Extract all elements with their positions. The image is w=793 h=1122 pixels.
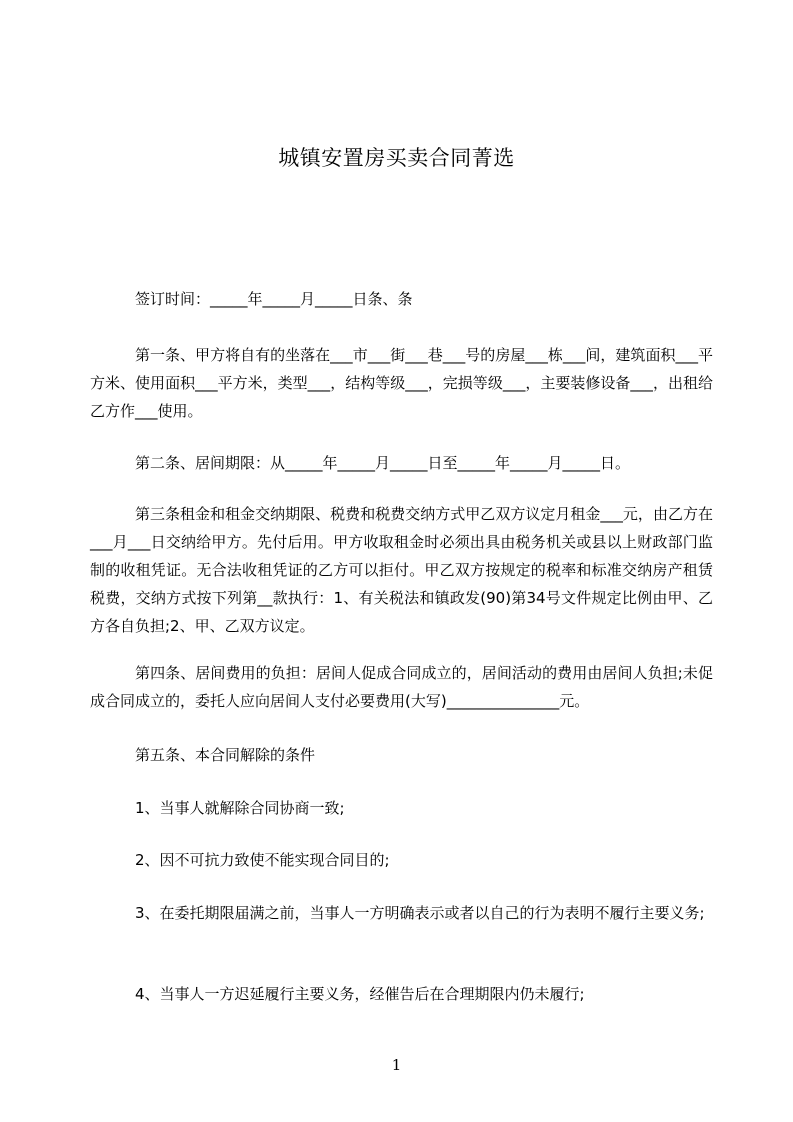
termination-condition-4: 4、当事人一方迟延履行主要义务，经催告后在合理期限内仍未履行; bbox=[135, 985, 585, 1003]
document-title: 城镇安置房买卖合同菁选 bbox=[278, 146, 515, 170]
termination-condition-2: 2、因不可抗力致使不能实现合同目的; bbox=[135, 851, 390, 869]
article-3-paragraph: 第三条租金和租金交纳期限、税费和税费交纳方式甲乙双方议定月租金___元，由乙方在___月___日交纳给甲方。先付后用。甲方收取租金时必须出具由税务机关或县以上财政部门监制的收租凭证。无合法收租凭证的乙方可以拒付。甲乙双方按规定的税率和标准交纳房产租赁税费，交纳方式按下列第__款执行：1、有关税法和镇政发(90)第34号文件规定比例由甲、乙方各自负担;2、甲、乙双方议定。 bbox=[90, 505, 713, 635]
signing-date-paragraph: 签订时间：_____年_____月_____日条、条 bbox=[135, 290, 413, 308]
article-2-paragraph: 第二条、居间期限：从_____年_____月_____日至_____年_____月_____日。 bbox=[135, 454, 631, 472]
article-4-paragraph: 第四条、居间费用的负担：居间人促成合同成立的，居间活动的费用由居间人负担;未促成合同成立的，委托人应向居间人支付必要费用(大写)_______________元。 bbox=[90, 664, 713, 710]
article-5-heading: 第五条、本合同解除的条件 bbox=[135, 746, 316, 764]
page-number: 1 bbox=[391, 1056, 402, 1074]
article-1-paragraph: 第一条、甲方将自有的坐落在___市___街___巷___号的房屋___栋___间，建筑面积___平方米、使用面积___平方米，类型___，结构等级___，完损等级___，主要装修设备___，出租给乙方作___使用。 bbox=[90, 346, 713, 420]
termination-condition-3: 3、在委托期限届满之前，当事人一方明确表示或者以自己的行为表明不履行主要义务; bbox=[135, 904, 705, 922]
termination-condition-1: 1、当事人就解除合同协商一致; bbox=[135, 799, 345, 817]
